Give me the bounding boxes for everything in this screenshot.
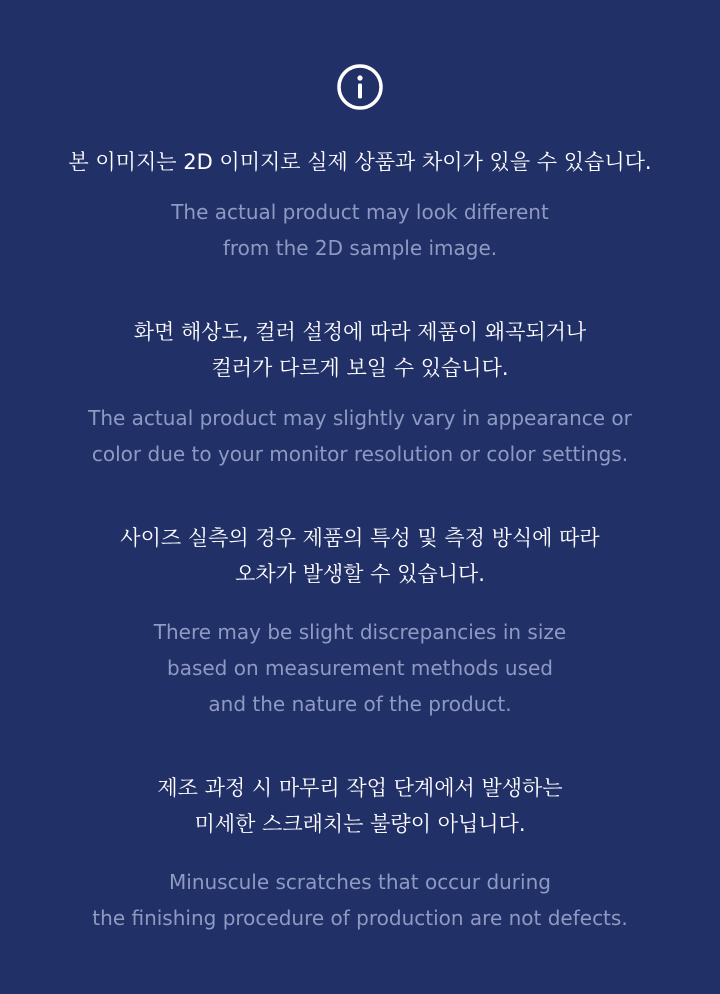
notice-1-english-line-2: from the 2D sample image.: [222, 236, 498, 260]
notice-4-korean: [0, 770, 720, 842]
info-icon: [337, 64, 383, 110]
notice-4-korean-line-1: 제조 과정 시 마무리 작업 단계에서 발생하는: [157, 776, 563, 800]
notice-2-korean: [0, 314, 720, 386]
notice-1-korean-line-1: 본 이미지는 2D 이미지로 실제 상품과 차이가 있을 수 있습니다.: [68, 150, 652, 174]
notice-1-english-line-1: The actual product may look different: [171, 200, 549, 224]
notice-3-english-line-2: based on measurement methods used: [167, 656, 553, 680]
notice-3-korean-line-1: 사이즈 실측의 경우 제품의 특성 및 측정 방식에 따라: [120, 526, 600, 550]
notice-3-english-line-1: There may be slight discrepancies in size: [153, 620, 567, 644]
notice-2-english: [0, 400, 720, 472]
notice-4-english-line-1: Minuscule scratches that occur during: [169, 870, 551, 894]
notice-4-korean-line-2: 미세한 스크래치는 불량이 아닙니다.: [194, 812, 526, 836]
notice-1-korean: [0, 144, 720, 180]
notice-2-korean-line-1: 화면 해상도, 컬러 설정에 따라 제품이 왜곡되거나: [133, 320, 587, 344]
notice-1-english: [0, 194, 720, 266]
notice-4-english: [0, 864, 720, 936]
notice-3-english: [0, 614, 720, 722]
notice-4-english-line-2: the finishing procedure of production are not defects.: [92, 906, 628, 930]
notice-2-english-line-1: The actual product may slightly vary in appearance or: [88, 406, 632, 430]
notice-3-english-line-3: and the nature of the product.: [208, 692, 512, 716]
notice-3-korean: [0, 520, 720, 592]
notice-2-english-line-2: color due to your monitor resolution or color settings.: [91, 442, 629, 466]
notice-2-korean-line-2: 컬러가 다르게 보일 수 있습니다.: [211, 356, 509, 380]
notice-3-korean-line-2: 오차가 발생할 수 있습니다.: [235, 562, 485, 586]
